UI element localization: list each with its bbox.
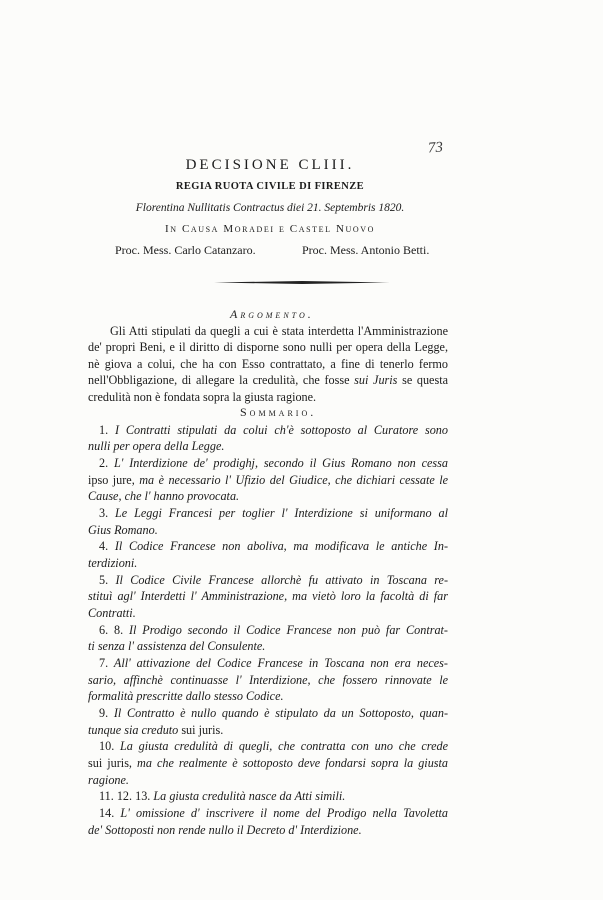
sommario-line bbox=[88, 605, 448, 622]
sommario-line bbox=[88, 588, 448, 605]
sommario-line bbox=[88, 455, 448, 472]
decorative-rule bbox=[214, 281, 390, 284]
sommario-line bbox=[88, 688, 448, 705]
sommario-item-number: 6. 8. bbox=[99, 622, 124, 637]
argomento-text: nè giova a colui, che ha con Esso contrattato, a fine di tenerlo fermo bbox=[88, 356, 448, 371]
sommario-line bbox=[88, 772, 448, 789]
sommario-item-text: Il Codice Civile Francese allorchè fu attivato in Toscana re- bbox=[115, 572, 449, 587]
case-title-latin: Florentina Nullitatis Contractus diei 21. Septembris 1820. bbox=[135, 202, 405, 214]
sommario-line bbox=[88, 422, 448, 439]
sommario-line bbox=[88, 438, 448, 455]
sommario-line bbox=[88, 488, 448, 505]
sommario-item-text: Il Codice Francese non aboliva, ma modificava le antiche In- bbox=[114, 539, 449, 554]
sommario-item-number: 3. bbox=[99, 506, 109, 521]
sommario-line bbox=[88, 738, 448, 755]
sommario-item-text: Cause, che l' hanno provocata. bbox=[88, 489, 240, 504]
sommario-item-number: 1. bbox=[99, 422, 109, 437]
latin-phrase: sui juris, bbox=[88, 756, 132, 771]
sommario-item-text: tunque sia creduto bbox=[88, 722, 179, 737]
sommario-item-text: formalità prescritte dallo stesso Codice. bbox=[88, 689, 284, 704]
argomento-text: Gli Atti stipulati da quegli a cui è stata interdetta l'Amministrazione bbox=[110, 323, 448, 338]
argomento-line bbox=[88, 372, 448, 389]
sommario-list bbox=[88, 422, 448, 839]
sommario-line bbox=[88, 822, 448, 839]
latin-phrase: sui Juris bbox=[354, 373, 398, 388]
argomento-line bbox=[88, 323, 448, 340]
sommario-line bbox=[88, 472, 448, 489]
sommario-line bbox=[88, 522, 448, 539]
sommario-heading: Sommario. bbox=[240, 405, 317, 419]
sommario-item-number: 4. bbox=[99, 539, 109, 554]
sommario-line bbox=[88, 788, 448, 805]
sommario-item-number: 14. bbox=[99, 806, 115, 821]
argomento-line bbox=[88, 339, 448, 356]
page-number: 73 bbox=[427, 139, 444, 157]
argomento-text: credulità non è fondata sopra la giusta ragione. bbox=[88, 390, 317, 405]
sommario-item-text: ti senza l' assistenza del Consulente. bbox=[88, 639, 266, 654]
sommario-item-text: sario, affinchè continuasse l' Interdizione, che fossero rinnovate le bbox=[88, 672, 448, 687]
argomento-line bbox=[88, 356, 448, 373]
sommario-item-text: nulli per opera della Legge. bbox=[88, 439, 225, 454]
sommario-item-text: ma che realmente è sottoposto deve fondarsi sopra la giusta bbox=[137, 756, 449, 771]
sommario-line bbox=[88, 622, 448, 639]
case-parties: In Causa Moradei e Castel Nuovo bbox=[164, 223, 376, 235]
sommario-item-text: Il Contratto è nullo quando è stipulato da un Sottoposto, quan- bbox=[113, 706, 449, 721]
sommario-item-number: 2. bbox=[99, 456, 109, 471]
sommario-item-number: 7. bbox=[99, 656, 109, 671]
sommario-line bbox=[88, 538, 448, 555]
sommario-item-text: L' Interdizione de' prodighj, secondo il Gius Romano non cessa bbox=[113, 456, 449, 471]
sommario-item-text: Gius Romano. bbox=[88, 522, 158, 537]
sommario-item-number: 9. bbox=[99, 706, 109, 721]
sommario-line bbox=[88, 672, 448, 689]
decision-title: DECISIONE CLIII. bbox=[185, 157, 355, 173]
sommario-item-text: All' attivazione del Codice Francese in Toscana non era neces- bbox=[113, 656, 448, 671]
sommario-item-text: Contratti. bbox=[88, 606, 136, 621]
sommario-line bbox=[88, 638, 448, 655]
argomento-text: nell'Obbligazione, di allegare la credulità, che fosse bbox=[88, 373, 350, 388]
court-name: REGIA RUOTA CIVILE DI FIRENZE bbox=[175, 181, 365, 192]
sommario-item-text: Il Prodigo secondo il Codice Francese non può far Contrat- bbox=[129, 622, 448, 637]
sommario-item-text: terdizioni. bbox=[88, 556, 138, 571]
sommario-line bbox=[88, 555, 448, 572]
argomento-heading: Argomento. bbox=[230, 307, 314, 321]
procurator-right: Proc. Mess. Antonio Betti. bbox=[302, 243, 430, 257]
latin-phrase: sui juris. bbox=[181, 722, 224, 737]
sommario-line bbox=[88, 722, 448, 739]
sommario-item-text: stituì agl' Interdetti l' Amministrazione, ma vietò loro la facoltà di far bbox=[88, 589, 448, 604]
sommario-item-text: Le Leggi Francesi per toglier l' Interdizione si uniformano al bbox=[115, 506, 448, 521]
sommario-line bbox=[88, 705, 448, 722]
sommario-item-number: 10. bbox=[99, 739, 115, 754]
sommario-item-text: I Contratti stipulati da colui ch'è sottoposto al Curatore sono bbox=[114, 422, 448, 437]
sommario-item-text: La giusta credulità nasce da Atti simili. bbox=[153, 789, 346, 804]
sommario-item-text: de' Sottoposti non rende nullo il Decreto d' Interdizione. bbox=[88, 822, 362, 837]
sommario-item-text: La giusta credulità di quegli, che contratta con uno che crede bbox=[120, 739, 448, 754]
sommario-item-text: ragione. bbox=[88, 772, 129, 787]
sommario-item-text: L' omissione d' inscrivere il nome del Prodigo nella Tavoletta bbox=[120, 806, 448, 821]
sommario-line bbox=[88, 805, 448, 822]
sommario-item-number: 5. bbox=[99, 572, 109, 587]
latin-phrase: ipso jure, bbox=[88, 472, 135, 487]
sommario-line bbox=[88, 755, 448, 772]
argomento-paragraph bbox=[88, 323, 448, 406]
sommario-line bbox=[88, 505, 448, 522]
sommario-item-text: ma è necessario l' Ufizio del Giudice, che dichiari cessate le bbox=[139, 472, 449, 487]
argomento-text: se questa bbox=[402, 373, 449, 388]
sommario-line bbox=[88, 655, 448, 672]
sommario-line bbox=[88, 572, 448, 589]
argomento-text: de' propri Beni, e il diritto di disporne sono nulli per opera della Legge, bbox=[88, 340, 448, 355]
procurator-left: Proc. Mess. Carlo Catanzaro. bbox=[115, 243, 256, 257]
sommario-item-number: 11. 12. 13. bbox=[99, 789, 151, 804]
